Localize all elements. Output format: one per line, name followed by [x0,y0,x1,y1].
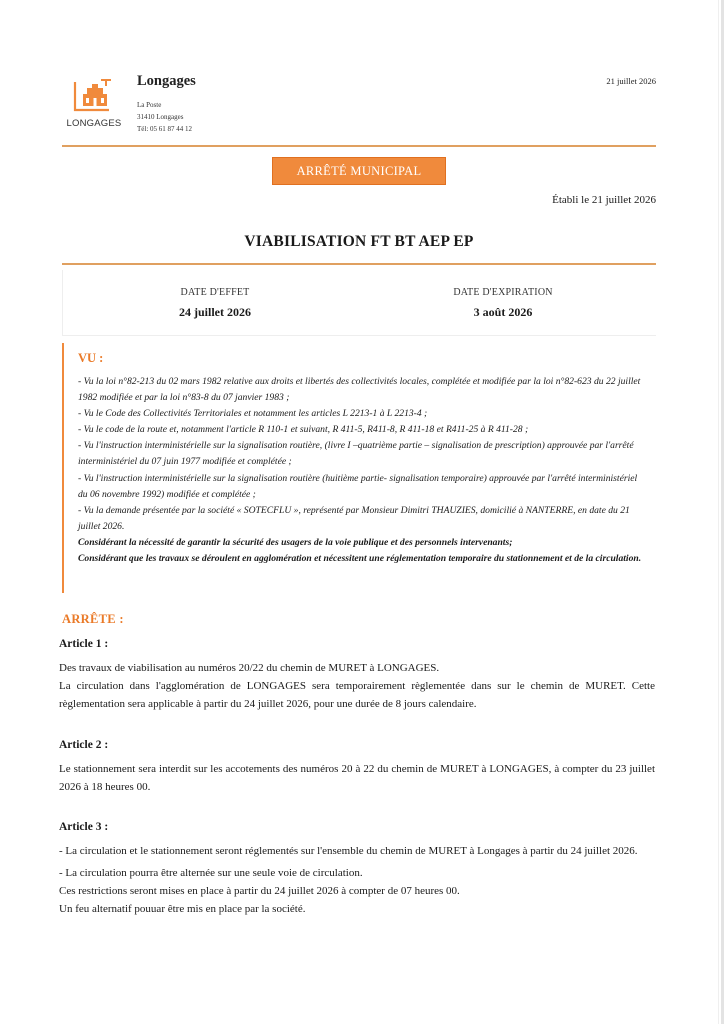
article-paragraph: - La circulation et le stationnement seront réglementés sur l'ensemble du chemin de MURET à Longages à partir du 24 juillet 2026. [59,845,638,857]
vu-item: - Vu la demande présentée par la société « SOTECFLU », représenté par Monsieur Dimitri THAUZIES, domicilié à NANTERRE, en date du 21 juillet 2026. [78,504,630,532]
vu-list [78,374,648,567]
article-2-body [59,760,655,796]
commune-block [137,73,196,135]
article-paragraph: Des travaux de viabilisation au numéros 20/22 du chemin de MURET à LONGAGES. [59,662,440,674]
address-line: 31410 Longages [137,113,184,121]
effective-date-label: DATE D'EFFET [180,287,250,298]
article-paragraph: Ces restrictions seront mises en place à partir du 24 juillet 2026 à compter de 07 heures 00. [59,885,460,897]
divider [62,263,656,265]
header-date: 21 juillet 2026 [606,76,656,86]
article-1-body [59,659,655,713]
commune-name: Longages [137,73,196,89]
logo-label: LONGAGES [66,118,122,129]
considerant: Considérant que les travaux se déroulent en agglomération et nécessitent une réglementation temporaire du stationnement et de la circulation. [78,553,642,565]
expiration-date-value: 3 août 2026 [473,305,533,319]
article-1-title: Article 1 : [59,638,109,650]
established-date: Établi le 21 juillet 2026 [552,194,656,206]
vu-item: - Vu la loi n°82-213 du 02 mars 1982 relative aux droits et libertés des collectivités locales, complétée et modifiée par la loi n°82-623 du 22 juillet 1982 modifiée et par la loi n°83-8 du 07 janvier 1983 ; [78,376,641,404]
page-title: VIABILISATION FT BT AEP EP [244,233,474,250]
vu-item: - Vu l'instruction interministérielle sur la signalisation routière (huitième partie- signalisation temporaire) approuvée par l'arrêté interministériel du 06 novembre 1992) modifiée et complétée ; [78,472,638,500]
vu-item: - Vu le Code des Collectivités Territoriales et notamment les articles L 2213-1 à L 2213-4 ; [78,408,428,420]
article-paragraph: - La circulation pourra être alternée sur une seule voie de circulation. [59,867,363,879]
vu-item: - Vu le code de la route et, notamment l'article R 110-1 et suivant, R 411-5, R411-8, R 411-18 et R411-25 à R 411-28 ; [78,424,529,436]
article-3-body [59,842,655,918]
divider [62,145,656,147]
commune-address [137,99,196,135]
article-paragraph: Le stationnement sera interdit sur les accotements des numéros 20 à 22 du chemin de MURET à LONGAGES, à compter du 23 juillet 2026 à 18 heures 00. [59,763,655,793]
town-hall-logo-icon [71,76,117,114]
article-paragraph: La circulation dans l'agglomération de LONGAGES sera temporairement règlementée dans sur le chemin de MURET. Cette règlementation sera applicable à partir du 24 juillet 2026, pour une durée de 8 jours calendaire. [59,680,655,710]
address-line: Tél: 05 61 87 44 12 [137,125,193,133]
considerant: Considérant la nécessité de garantir la sécurité des usagers de la voie publique et des personnels intervenants; [78,536,513,548]
page-edge-line [718,0,719,1024]
article-3-title: Article 3 : [59,821,109,833]
vu-item: - Vu l'instruction interministérielle sur la signalisation routière, (livre I –quatrième partie – signalisation de prescription) approuvée par l'arrêté interministériel du 07 juin 1977 modifiée et complétée ; [78,440,634,468]
document-type-badge: ARRÊTÉ MUNICIPAL [272,157,446,185]
expiration-date [413,287,593,320]
expiration-date-label: DATE D'EXPIRATION [453,287,553,298]
vu-heading: VU : [78,351,104,365]
effective-date-value: 24 juillet 2026 [179,305,251,319]
commune-logo [62,76,126,129]
address-line: La Poste [137,101,162,109]
effective-date [125,287,305,320]
article-2-title: Article 2 : [59,739,109,751]
article-paragraph: Un feu alternatif pouuar être mis en place par la société. [59,903,306,915]
arrete-heading: ARRÊTE : [62,612,124,626]
